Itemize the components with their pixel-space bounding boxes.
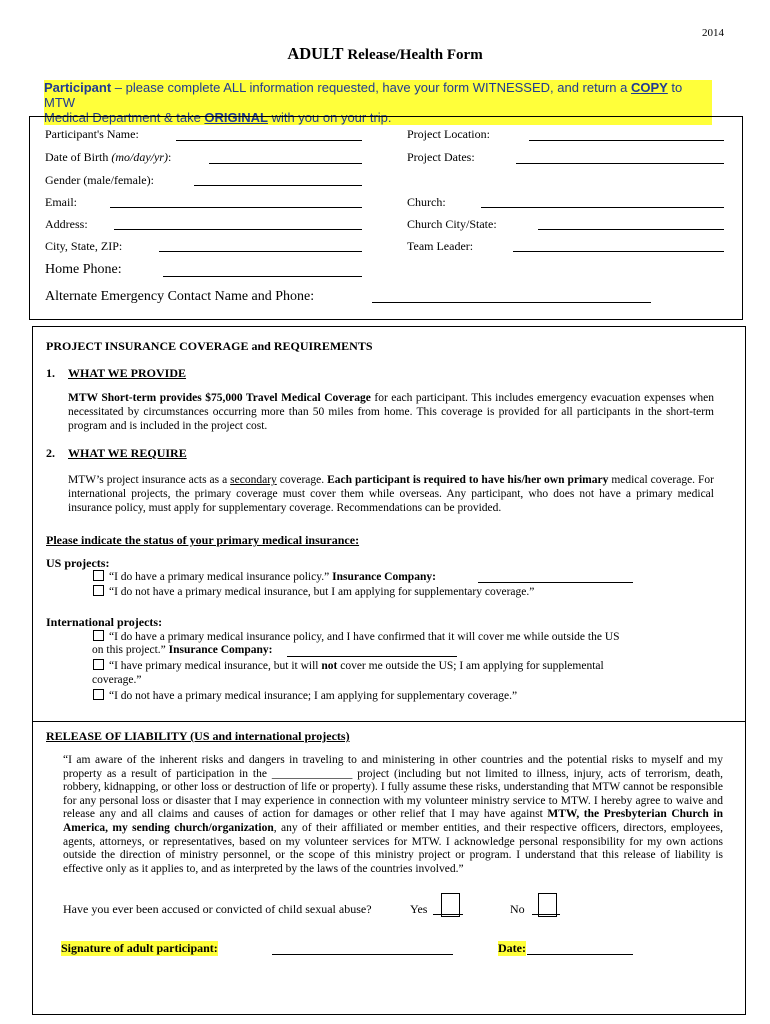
section1-bold: MTW Short-term provides $75,000 Travel Medical Coverage [68,392,371,404]
intl-option-1-company-label: Insurance Company: [165,644,273,656]
project-dates-field[interactable] [516,163,724,164]
church-city-state-field[interactable] [538,229,724,230]
address-label: Address: [45,217,88,231]
notice-text-2: to MTW [44,80,683,110]
notice-original: ORIGINAL [204,110,268,125]
us-option-2-checkbox[interactable] [93,585,104,596]
section2-secondary: secondary [230,474,277,486]
no-underline [532,914,560,915]
project-location-field[interactable] [529,140,724,141]
title-rest: Release/Health Form [343,47,483,63]
section2-title: WHAT WE REQUIRE [68,446,187,460]
address-field[interactable] [114,229,362,230]
city-state-zip-field[interactable] [159,251,362,252]
participant-name-label: Participant's Name: [45,127,139,141]
release-t3: , any of their affiliated or member entities, and their respective officers, directors, employees, agents, attorneys, or representatives, based on my volunteer services for MTW. I acknowledge personal responsibility for my own actions outside the direction of ministry personnel, or the scope of this ministry project or program. I understand that this release of liability is effective only as it applies to, and as interpreted by the laws of the countries involved.” [63,821,723,875]
us-option-1 [93,570,436,583]
signature-label: Signature of adult participant: [61,941,218,955]
dob-field[interactable] [209,163,362,164]
intl-option-1-cont [92,644,273,656]
yes-underline [433,914,463,915]
release-t1: “I am aware of the inherent risks and dangers in traveling to and ministering in other countries and the potential risks to myself and my property as a result of participation in the [63,754,723,780]
section1-number: 1. [46,366,55,380]
gender-label: Gender (male/female): [45,173,154,187]
status-question: Please indicate the status of your primary medical insurance: [46,533,360,547]
section2-text [68,473,714,515]
team-leader-label: Team Leader: [407,239,474,253]
release-project-blank[interactable]: ______________ [271,767,353,780]
us-option-1-company-label: Insurance Company: [329,571,436,583]
section1-text [68,391,714,433]
release-bold: MTW, the Presbyterian Church in America, my sending church/organization [63,808,723,834]
intl-option-2 [93,659,679,672]
alt-contact-field[interactable] [372,302,651,303]
yes-label: Yes [410,902,428,916]
us-projects-title: US projects: [46,556,110,570]
dob-label [45,150,171,165]
us-option-1-text: “I do have a primary medical insurance policy.” [109,571,330,583]
intl-option-1-text-a: “I do have a primary medical insurance policy, and I have confirmed that it will cover me while outside the US [109,631,620,643]
intl-option-1-checkbox[interactable] [93,630,104,641]
team-leader-field[interactable] [513,251,724,252]
church-field[interactable] [481,207,724,208]
form-year: 2014 [702,27,724,39]
notice-text-1: – please complete ALL information requested, have your form WITNESSED, and return a [111,80,631,95]
intl-option-2-cont: coverage.” [92,674,142,686]
intl-option-2-not: not [321,660,338,672]
section1-title: WHAT WE PROVIDE [68,366,187,380]
abuse-question: Have you ever been accused or convicted of child sexual abuse? [63,902,372,916]
intl-option-2-text-b: cover me outside the US; I am applying for supplemental [337,660,604,672]
section2-t2: coverage. [276,474,328,486]
intl-option-1-text-b: on this project.” [92,644,166,656]
dob-colon: : [167,150,172,164]
intl-option-2-text-a: “I have primary medical insurance, but it will [109,660,322,672]
no-label: No [510,902,525,916]
city-state-zip-label: City, State, ZIP: [45,239,123,253]
church-label: Church: [407,195,446,209]
release-text [63,754,723,876]
date-field[interactable] [527,954,633,955]
intl-insurance-company-field[interactable] [287,656,457,657]
intl-option-3-checkbox[interactable] [93,689,104,700]
us-insurance-company-field[interactable] [478,582,633,583]
church-city-state-label: Church City/State: [407,217,497,231]
gender-field[interactable] [194,185,362,186]
us-option-2-text: “I do not have a primary medical insurance, but I am applying for supplementary coverage.” [109,586,535,598]
participant-name-field[interactable] [176,140,362,141]
notice-participant: Participant [44,80,112,95]
insurance-heading: PROJECT INSURANCE COVERAGE and REQUIREMENTS [46,339,373,353]
section1-body: for each participant. This includes emergency evacuation expenses when necessitated by circumstances occurring more than 50 miles from home. This coverage is provided for all participants in the short-term program and is included in the project cost. [68,392,715,432]
intl-option-1 [93,630,620,643]
notice-text-4: with you on your trip. [267,110,392,125]
project-dates-label: Project Dates: [407,150,475,164]
section2-t1: MTW’s project insurance acts as a [68,474,231,486]
project-location-label: Project Location: [407,127,490,141]
intl-projects-title: International projects: [46,615,163,629]
intl-option-2-checkbox[interactable] [93,659,104,670]
dob-label-text: Date of Birth [45,150,112,164]
us-option-2 [93,585,534,598]
notice-text-3: Medical Department & take [44,110,205,125]
us-option-1-checkbox[interactable] [93,570,104,581]
home-phone-field[interactable] [163,276,362,277]
release-heading: RELEASE OF LIABILITY (US and international projects) [46,729,350,743]
email-field[interactable] [110,207,362,208]
section2-t3: medical coverage. For international projects, the primary coverage must cover them while overseas. Any participant, who does not have a primary medical insurance policy, must apply for supplementary coverage. Recommendations can be provided. [68,474,714,514]
section2-number: 2. [46,446,55,460]
page-title [0,44,770,64]
alt-contact-label: Alternate Emergency Contact Name and Phone: [45,289,315,304]
date-label: Date: [498,941,526,955]
release-t2: project (including but not limited to illness, injury, acts of terrorism, death, robbery, kidnapping, or other loss or destruction of life or property). I fully assume these risks, understanding that MTW cannot be responsible for any personal loss or disaster that I may experience in connection with my volunteer ministry service to MTW. I hereby agree to waive and release any and all claims and causes of action for damages or other relief that I may have against [63,767,723,821]
section2-bold: Each participant is required to have his/her own primary [327,474,609,486]
intl-option-3 [93,689,517,702]
title-strong: ADULT [287,44,344,63]
signature-field[interactable] [272,954,453,955]
intl-option-3-text: “I do not have a primary medical insurance; I am applying for supplementary coverage.” [109,690,518,702]
email-label: Email: [45,195,77,209]
home-phone-label: Home Phone: [45,262,122,277]
dob-format: (mo/day/yr) [111,150,168,164]
notice-copy: COPY [630,80,668,95]
